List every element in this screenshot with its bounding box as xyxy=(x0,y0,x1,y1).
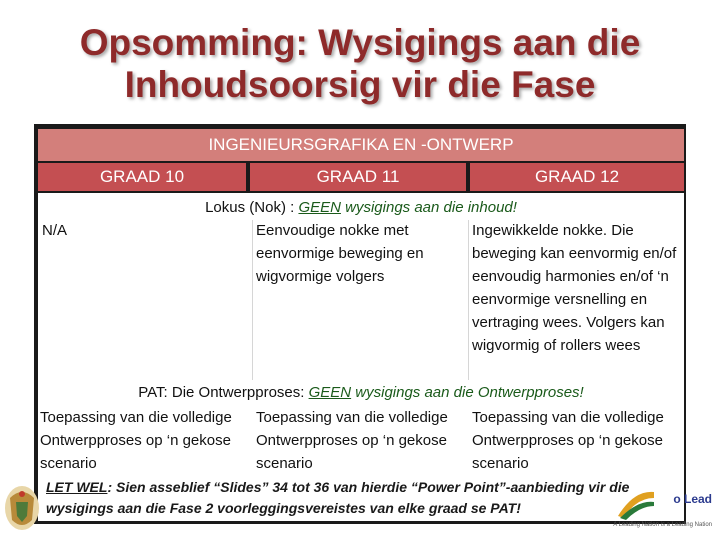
cams-grade-10: N/A xyxy=(42,222,68,239)
coat-of-arms-icon xyxy=(2,484,42,534)
slide-title xyxy=(0,22,720,106)
pat-heading-label: PAT: Die Ontwerpproses: xyxy=(138,384,305,401)
cams-geen: GEEN xyxy=(298,199,341,216)
slide-title-line-2: Inhoudsoorsig vir die Fase xyxy=(124,64,596,105)
note-text: : Sien asseblief “Slides” 34 tot 36 van hierdie “Power Point”-aanbieding vir die wysigings aan die Fase 2 voorleggingsvereistes van elke graad se PAT! xyxy=(46,479,630,516)
grade-11-header: GRAAD 11 xyxy=(250,163,466,191)
department-logo xyxy=(612,486,720,534)
grade-10-header: GRAAD 10 xyxy=(38,163,246,191)
flag-swoosh-icon xyxy=(616,486,656,520)
pat-grade-11: Toepassing van die volledige Ontwerpproses op ‘n gekose scenario xyxy=(256,409,448,472)
pat-heading-rest: wysigings aan die Ontwerpproses! xyxy=(351,384,584,401)
department-logo-text: o Lead xyxy=(673,492,712,506)
cams-heading-rest: wysigings aan die inhoud! xyxy=(340,199,517,216)
cams-grade-12: Ingewikkelde nokke. Die beweging kan eenvormig en/of eenvoudig harmonies en/of ‘n eenvormige versnelling en vertraging wees. Volgers kan wigvormig of rollers wees xyxy=(472,222,677,354)
coat-of-arms-logo xyxy=(2,484,42,534)
grade-12-header: GRAAD 12 xyxy=(470,163,684,191)
department-logo-tagline: A Leading Nation is a Leading Nation xyxy=(613,522,712,528)
slide-title-line-1: Opsomming: Wysigings aan die xyxy=(79,22,641,63)
cams-grade-11: Eenvoudige nokke met eenvormige beweging en wigvormige volgers xyxy=(256,222,424,285)
note-box xyxy=(38,475,684,521)
subject-header: INGENIEURSGRAFIKA EN -ONTWERP xyxy=(38,129,684,161)
column-divider xyxy=(468,220,469,380)
pat-geen: GEEN xyxy=(308,384,352,401)
note-label: LET WEL xyxy=(46,479,108,495)
pat-grade-12: Toepassing van die volledige Ontwerpproses op ‘n gekose scenario xyxy=(472,409,664,472)
cams-section-heading xyxy=(38,198,684,218)
cams-heading-label: Lokus (Nok) : xyxy=(205,199,295,216)
pat-grade-10: Toepassing van die volledige Ontwerpproses op ‘n gekose scenario xyxy=(40,409,232,472)
column-divider xyxy=(252,220,253,380)
pat-section-heading xyxy=(38,383,684,403)
